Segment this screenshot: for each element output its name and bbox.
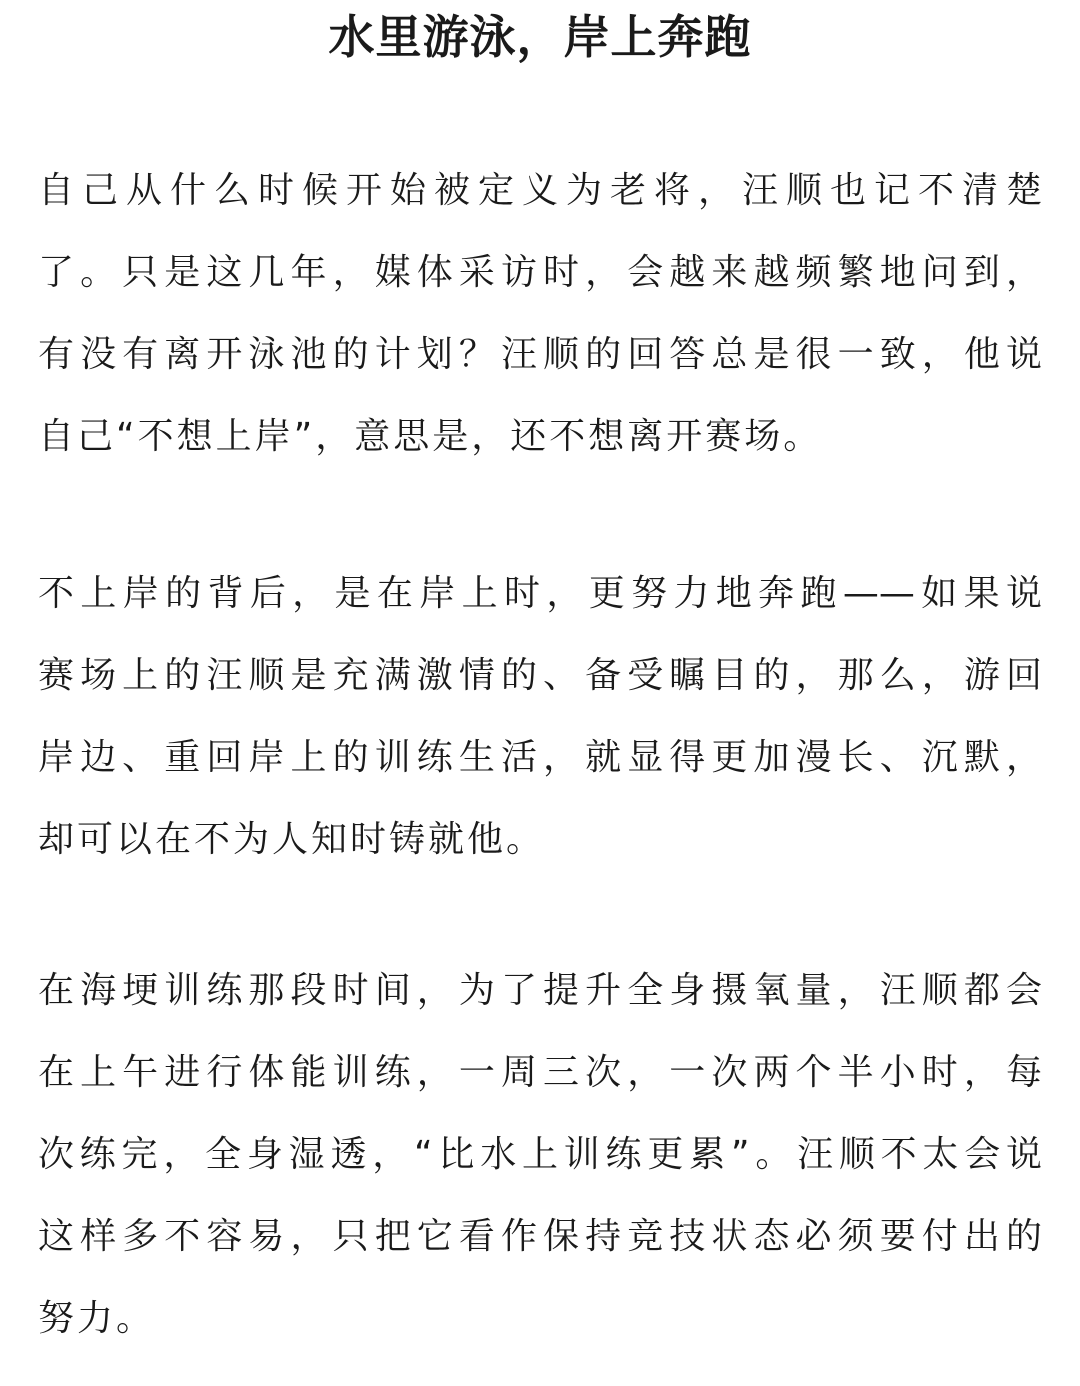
paragraph-1 xyxy=(38,150,1042,478)
paragraph-line: 岸边、重回岸上的训练生活，就显得更加漫长、沉默， xyxy=(38,737,1042,778)
paragraph-3 xyxy=(38,950,1042,1360)
paragraph-line: 有没有离开泳池的计划？汪顺的回答总是很一致，他说 xyxy=(38,334,1042,375)
paragraph-line: 次练完，全身湿透，“比水上训练更累”。汪顺不太会说 xyxy=(38,1134,1042,1175)
paragraph-line: 不上岸的背后，是在岸上时，更努力地奔跑——如果说 xyxy=(38,573,1042,614)
paragraph-line: 在海埂训练那段时间，为了提升全身摄氧量，汪顺都会 xyxy=(38,970,1042,1011)
paragraph-line: 努力。 xyxy=(38,1298,156,1339)
paragraph-line: 了。只是这几年，媒体采访时，会越来越频繁地问到， xyxy=(38,252,1042,293)
paragraph-line: 在上午进行体能训练，一周三次，一次两个半小时，每 xyxy=(38,1052,1042,1093)
paragraph-line: 这样多不容易，只把它看作保持竞技状态必须要付出的 xyxy=(38,1216,1042,1257)
paragraph-line: 却可以在不为人知时铸就他。 xyxy=(38,819,546,860)
article-title: 水里游泳，岸上奔跑 xyxy=(328,10,752,64)
paragraph-line: 自己从什么时候开始被定义为老将，汪顺也记不清楚 xyxy=(38,170,1042,211)
paragraph-line: 自己“不想上岸”，意思是，还不想离开赛场。 xyxy=(38,416,823,457)
paragraph-line: 赛场上的汪顺是充满激情的、备受瞩目的，那么，游回 xyxy=(38,655,1042,696)
paragraph-2 xyxy=(38,553,1042,881)
